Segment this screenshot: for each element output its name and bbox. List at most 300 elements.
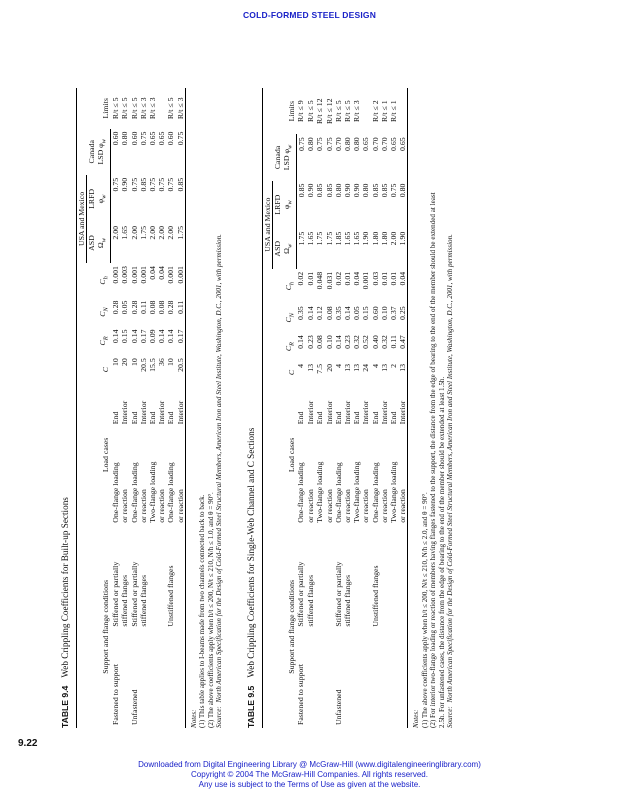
load-case: One-flange loading xyxy=(129,462,139,523)
col-cn: $C_N$ xyxy=(77,298,111,327)
load-position: End xyxy=(315,411,325,425)
support-condition xyxy=(166,630,175,728)
table-row xyxy=(130,88,139,728)
canada-lsd-phi: 0.75 xyxy=(324,137,334,151)
cr-value: 0.14 xyxy=(157,329,167,344)
c-value: 13 xyxy=(352,363,362,372)
support-condition: Fastened to support xyxy=(110,663,120,725)
flange-condition xyxy=(176,526,186,630)
canada-lsd-phi: 0.70 xyxy=(370,137,380,151)
col-phi: $\varphi_w$ xyxy=(96,175,110,223)
cr-value: 0.09 xyxy=(147,329,157,344)
load-position: End xyxy=(352,411,362,425)
asd-omega: 1.75 xyxy=(315,231,325,246)
col-canada: Canada xyxy=(262,134,282,180)
cn-value: 0.60 xyxy=(370,306,380,320)
load-position: End xyxy=(388,411,398,425)
limits xyxy=(398,88,408,134)
lrfd-phi: 0.75 xyxy=(147,177,157,192)
lrfd-phi: 0.85 xyxy=(296,183,306,198)
c-value: 13 xyxy=(306,363,316,372)
ch-value: 0.02 xyxy=(296,271,306,286)
limits: R/t ≤ 12 xyxy=(315,98,325,124)
canada-lsd-phi: 0.80 xyxy=(306,137,316,151)
limits: R/t ≤ 1 xyxy=(388,100,398,122)
cn-value: 0.14 xyxy=(306,306,316,320)
canada-lsd-phi: 0.75 xyxy=(315,137,325,151)
col-limits: Limits xyxy=(262,88,296,134)
limits: R/t ≤ 5 xyxy=(306,100,316,122)
load-position: End xyxy=(110,411,120,425)
col-support: Support and flange conditions xyxy=(262,526,296,728)
table-row xyxy=(296,88,306,728)
canada-lsd-phi: 0.65 xyxy=(157,131,167,146)
table-row xyxy=(315,88,324,728)
col-asd: ASD xyxy=(87,235,97,251)
canada-lsd-phi: 0.60 xyxy=(129,131,139,146)
flange-condition: Unstiffened flanges xyxy=(370,565,380,627)
limits: R/t ≤ 1 xyxy=(379,100,389,122)
c-value: 20.5 xyxy=(176,355,186,384)
c-value: 36 xyxy=(157,358,167,367)
c-value: 20.5 xyxy=(138,358,148,372)
lrfd-phi: 0.90 xyxy=(306,183,316,198)
lrfd-phi: 0.75 xyxy=(388,183,398,198)
table-row xyxy=(352,88,361,728)
asd-omega: 2.00 xyxy=(147,225,157,240)
col-limits: Limits xyxy=(77,88,111,129)
load-case: Two-flange loading xyxy=(352,461,362,523)
cn-value: 0.05 xyxy=(120,300,130,315)
ch-value: 0.001 xyxy=(361,271,371,290)
cr-value: 0.17 xyxy=(138,329,148,344)
lrfd-phi: 0.90 xyxy=(120,177,130,192)
load-position: Interior xyxy=(157,400,167,425)
flange-condition xyxy=(380,526,389,630)
support-condition xyxy=(380,630,389,728)
ch-value: 0.01 xyxy=(306,271,316,286)
table-row xyxy=(176,88,186,728)
ch-value: 0.001 xyxy=(176,263,186,298)
cr-value: 0.11 xyxy=(388,335,398,349)
ch-value: 0.01 xyxy=(379,271,389,286)
col-phi: $\varphi_w$ xyxy=(282,181,296,229)
table-9-5 xyxy=(262,88,409,728)
page-number: 9.22 xyxy=(18,738,38,749)
ch-value: 0.031 xyxy=(324,271,334,290)
cr-value: 0.14 xyxy=(129,329,139,344)
table-row xyxy=(380,88,389,728)
support-condition xyxy=(343,630,352,728)
cn-value: 0.28 xyxy=(166,300,176,315)
lrfd-phi: 0.85 xyxy=(370,183,380,198)
cn-value: 0.12 xyxy=(315,306,325,320)
limits: R/t ≤ 5 xyxy=(333,100,343,122)
lrfd-phi: 0.75 xyxy=(157,177,167,192)
c-value: 2 xyxy=(388,363,398,368)
table-row xyxy=(120,88,129,728)
load-case: or reaction xyxy=(138,489,148,523)
limits: R/t ≤ 3 xyxy=(352,100,362,122)
download-footer xyxy=(0,760,619,790)
col-load-cases: Load cases xyxy=(262,384,296,526)
canada-lsd-phi: 0.70 xyxy=(333,137,343,151)
c-value: 4 xyxy=(370,363,380,368)
table-9-5-title: Web Crippling Coefficients for Single-Web Channel and C Sections xyxy=(245,427,256,678)
support-condition xyxy=(306,630,315,728)
load-position: Interior xyxy=(324,400,334,425)
asd-omega: 1.75 xyxy=(296,231,306,246)
load-case: or reaction xyxy=(176,427,186,526)
flange-condition xyxy=(148,526,157,630)
c-value: 20 xyxy=(120,358,130,367)
cr-value: 0.15 xyxy=(120,329,130,344)
load-position: End xyxy=(333,411,343,425)
canada-lsd-phi: 0.75 xyxy=(296,137,306,151)
canada-lsd-phi: 0.80 xyxy=(342,137,352,151)
load-position: Interior xyxy=(361,400,371,425)
asd-omega: 2.00 xyxy=(388,231,398,246)
table-row xyxy=(334,88,343,728)
canada-lsd-phi: 0.65 xyxy=(388,137,398,151)
c-value: 13 xyxy=(379,363,389,372)
flange-condition: Unstiffened flanges xyxy=(166,565,176,627)
load-position: Interior xyxy=(176,384,186,427)
flange-condition xyxy=(315,526,324,630)
limits: R/t ≤ 5 xyxy=(110,97,120,120)
load-position: End xyxy=(296,411,306,425)
col-c: C xyxy=(262,361,296,384)
load-case: Two-flange loading xyxy=(147,461,157,523)
canada-lsd-phi: 0.60 xyxy=(111,131,121,146)
load-position: End xyxy=(370,411,380,425)
canada-lsd-phi: 0.65 xyxy=(147,131,157,146)
load-position: Interior xyxy=(120,400,130,425)
load-case: One-flange loading xyxy=(333,462,343,523)
col-cn: $C_N$ xyxy=(262,303,296,332)
ch-value: 0.04 xyxy=(157,266,167,280)
load-position: End xyxy=(166,411,176,425)
table-row xyxy=(148,88,157,728)
support-condition: Fastened to support xyxy=(296,663,306,725)
ch-value: 0.01 xyxy=(388,271,398,286)
asd-omega: 1.65 xyxy=(352,231,362,246)
load-position: End xyxy=(129,411,139,425)
col-support: Support and flange conditions xyxy=(77,526,111,728)
canada-lsd-phi: 0.75 xyxy=(138,131,148,146)
col-lrfd: LRFD xyxy=(272,194,282,215)
table-9-5-notes: Notes: (1) The above coefficients apply when h/t ≤ 200, N/t ≤ 210, N/h ≤ 2.0, and θ = 90°. (2) For interior two-flange loading or reaction of members having flanges fastened to the support, the distance from the edge of bearing to the end of the member should be extended at least 2.5h. For unfastened cases, the distance from the edge of bearing to the end of the member should be extended at least 1.5h. Source: North American Specification for the Design of Cold-Formed Steel Structural Members, American Iron and Steel Institute, Washington, D.C., 2001, with permission. xyxy=(412,192,455,728)
ch-value: 0.04 xyxy=(147,266,157,280)
canada-lsd-phi: 0.65 xyxy=(398,134,408,180)
limits: R/t ≤ 3 xyxy=(138,97,148,120)
ch-value: 0.02 xyxy=(333,271,343,286)
ch-value: 0.003 xyxy=(120,266,130,284)
asd-omega: 1.65 xyxy=(120,225,130,240)
col-omega: $\Omega_w$ xyxy=(282,229,296,269)
flange-condition: Stiffened or partially xyxy=(110,561,120,627)
support-condition: Unfastened xyxy=(333,689,343,725)
cn-value: 0.35 xyxy=(333,306,343,320)
support-condition xyxy=(315,630,324,728)
table-9-4-caption xyxy=(60,38,70,728)
c-value: 4 xyxy=(296,363,306,368)
cr-value: 0.14 xyxy=(110,329,120,344)
canada-lsd-phi: 0.70 xyxy=(379,137,389,151)
col-lsd: LSD $\varphi_w$ xyxy=(96,129,110,175)
cn-value: 0.08 xyxy=(147,300,157,315)
cr-value: 0.10 xyxy=(324,335,334,349)
cr-value: 0.14 xyxy=(166,329,176,344)
asd-omega: 1.75 xyxy=(324,231,334,246)
lrfd-phi: 0.75 xyxy=(166,177,176,192)
c-value: 4 xyxy=(333,363,343,368)
lrfd-phi: 0.85 xyxy=(138,177,148,192)
table-row xyxy=(306,88,315,728)
canada-lsd-phi: 0.80 xyxy=(352,137,362,151)
lrfd-phi: 0.90 xyxy=(342,183,352,198)
cr-value: 0.32 xyxy=(379,335,389,349)
col-usa-mexico: USA and Mexico xyxy=(77,175,87,263)
limits: R/t ≤ 5 xyxy=(129,97,139,120)
table-row xyxy=(398,88,408,728)
flange-condition xyxy=(398,526,408,630)
table-row xyxy=(111,88,121,728)
load-position: Interior xyxy=(138,400,148,425)
limits xyxy=(157,88,166,129)
asd-omega: 1.80 xyxy=(370,231,380,246)
load-case: or reaction xyxy=(324,489,334,523)
c-value: 15.5 xyxy=(147,358,157,372)
limits xyxy=(361,88,370,134)
ch-value: 0.01 xyxy=(342,271,352,286)
table-9-4 xyxy=(76,88,186,728)
cr-value: 0.32 xyxy=(352,335,362,349)
limits: R/t ≤ 9 xyxy=(296,100,306,122)
limits: R/t ≤ 2 xyxy=(370,100,380,122)
canada-lsd-phi: 0.75 xyxy=(176,129,186,175)
table-row xyxy=(139,88,148,728)
col-usa-mexico: USA and Mexico xyxy=(262,181,272,269)
c-value: 20 xyxy=(324,363,334,372)
c-value: 10 xyxy=(110,358,120,367)
cn-value: 0.08 xyxy=(157,300,167,315)
cr-value: 0.08 xyxy=(315,335,325,349)
c-value: 10 xyxy=(129,358,139,367)
col-lrfd: LRFD xyxy=(87,188,97,209)
load-case: or reaction xyxy=(157,489,167,523)
cn-value: 0.05 xyxy=(352,306,362,320)
load-case: Two-flange loading xyxy=(315,461,325,523)
support-condition xyxy=(148,630,157,728)
load-case: One-flange loading xyxy=(166,462,176,523)
c-value: 24 xyxy=(361,363,371,372)
cn-value: 0.28 xyxy=(110,300,120,315)
running-header: COLD-FORMED STEEL DESIGN xyxy=(242,10,377,20)
ch-value: 0.03 xyxy=(370,271,380,286)
support-condition xyxy=(157,630,166,728)
load-case: One-flange loading xyxy=(296,462,306,523)
cn-value: 0.08 xyxy=(324,306,334,320)
asd-omega: 1.75 xyxy=(138,225,148,240)
table-row xyxy=(325,88,334,728)
support-condition xyxy=(139,630,148,728)
table-row xyxy=(361,88,370,728)
lrfd-phi: 0.90 xyxy=(352,183,362,198)
cr-value: 0.40 xyxy=(370,335,380,349)
lrfd-phi: 0.80 xyxy=(333,183,343,198)
asd-omega: 2.00 xyxy=(157,225,167,240)
limits: R/t ≤ 5 xyxy=(120,97,130,120)
limits: R/t ≤ 12 xyxy=(324,98,334,124)
limits: R/t ≤ 3 xyxy=(147,97,157,120)
support-condition xyxy=(352,630,361,728)
flange-condition: stiffened flanges xyxy=(306,574,316,627)
cn-value: 0.11 xyxy=(176,298,186,327)
asd-omega: 1.80 xyxy=(379,231,389,246)
asd-omega: 1.90 xyxy=(361,231,371,246)
support-condition xyxy=(176,630,186,728)
c-value: 10 xyxy=(166,358,176,367)
support-condition xyxy=(361,630,370,728)
c-value: 7.5 xyxy=(315,363,325,374)
footer-line[interactable]: Downloaded from Digital Engineering Library @ McGraw-Hill (www.digitalengineeringlibrary.com) xyxy=(138,760,481,769)
support-condition xyxy=(325,630,334,728)
lrfd-phi: 0.85 xyxy=(379,183,389,198)
asd-omega: 1.85 xyxy=(333,231,343,246)
flange-condition xyxy=(361,526,370,630)
cn-value: 0.25 xyxy=(398,303,408,332)
col-load-cases: Load cases xyxy=(77,384,111,526)
flange-condition xyxy=(389,526,398,630)
col-cr: $C_R$ xyxy=(77,326,111,355)
flange-condition: stiffened flanges xyxy=(138,574,148,627)
cr-value: 0.52 xyxy=(361,335,371,349)
support-condition xyxy=(389,630,398,728)
col-ch: $C_h$ xyxy=(262,269,296,304)
load-position: Interior xyxy=(379,400,389,425)
support-condition xyxy=(371,630,380,728)
cn-value: 0.11 xyxy=(138,300,148,314)
col-c: C xyxy=(77,355,111,384)
limits: R/t ≤ 5 xyxy=(342,100,352,122)
asd-omega: 2.00 xyxy=(129,225,139,240)
ch-value: 0.04 xyxy=(352,271,362,286)
flange-condition xyxy=(325,526,334,630)
lrfd-phi: 0.80 xyxy=(398,181,408,229)
asd-omega: 1.65 xyxy=(306,231,316,246)
cr-value: 0.23 xyxy=(306,335,316,349)
load-case: or reaction xyxy=(342,489,352,523)
asd-omega: 1.65 xyxy=(342,231,352,246)
flange-condition: Stiffened or partially xyxy=(296,561,306,627)
support-condition: Unfastened xyxy=(129,689,139,725)
rotated-page-content xyxy=(60,38,590,728)
canada-lsd-phi: 0.60 xyxy=(166,131,176,146)
lrfd-phi: 0.75 xyxy=(111,177,121,192)
table-row xyxy=(343,88,352,728)
cn-value: 0.10 xyxy=(379,306,389,320)
flange-condition xyxy=(352,526,361,630)
asd-omega: 1.75 xyxy=(176,223,186,263)
ch-value: 0.001 xyxy=(166,266,176,284)
c-value: 13 xyxy=(398,361,408,384)
load-case: or reaction xyxy=(379,489,389,523)
load-case: or reaction xyxy=(398,427,408,526)
load-case: or reaction xyxy=(120,489,130,523)
flange-condition: Stiffened or partially xyxy=(333,561,343,627)
lrfd-phi: 0.85 xyxy=(176,175,186,223)
table-9-4-label: TABLE 9.4 xyxy=(60,685,70,728)
table-9-4-title: Web Crippling Coefficients for Built-up Sections xyxy=(60,497,70,678)
limits: R/t ≤ 3 xyxy=(176,88,186,129)
lrfd-phi: 0.75 xyxy=(129,177,139,192)
cn-value: 0.14 xyxy=(342,306,352,320)
cr-value: 0.17 xyxy=(176,326,186,355)
flange-condition: stiffened flanges xyxy=(342,574,352,627)
col-cr: $C_R$ xyxy=(262,332,296,361)
asd-omega: 2.00 xyxy=(166,225,176,240)
load-position: Interior xyxy=(306,400,316,425)
ch-value: 0.04 xyxy=(398,269,408,304)
cr-value: 0.14 xyxy=(333,335,343,349)
footer-line: Copyright © 2004 The McGraw-Hill Companies. All rights reserved. xyxy=(191,770,428,779)
col-lsd: LSD $\varphi_w$ xyxy=(282,134,296,180)
flange-condition: Stiffened or partially xyxy=(129,561,139,627)
lrfd-phi: 0.85 xyxy=(315,183,325,198)
load-case: One-flange loading xyxy=(110,462,120,523)
load-case: One-flange loading xyxy=(370,462,380,523)
cn-value: 0.28 xyxy=(129,300,139,315)
flange-condition xyxy=(157,526,166,630)
support-condition xyxy=(398,630,408,728)
table-row xyxy=(371,88,380,728)
col-omega: $\Omega_w$ xyxy=(96,223,110,263)
ch-value: 0.001 xyxy=(110,266,120,284)
col-ch: $C_h$ xyxy=(77,263,111,298)
ch-value: 0.048 xyxy=(315,271,325,290)
load-case: Two-flange loading xyxy=(388,461,398,523)
ch-value: 0.001 xyxy=(138,266,148,284)
table-row xyxy=(389,88,398,728)
canada-lsd-phi: 0.65 xyxy=(361,137,371,151)
cr-value: 0.14 xyxy=(296,335,306,349)
load-position: End xyxy=(147,411,157,425)
asd-omega: 1.90 xyxy=(398,229,408,269)
limits: R/t ≤ 5 xyxy=(166,97,176,120)
ch-value: 0.001 xyxy=(129,266,139,284)
load-position: Interior xyxy=(342,400,352,425)
load-case: or reaction xyxy=(361,489,371,523)
table-9-5-caption xyxy=(246,38,256,728)
table-row xyxy=(157,88,166,728)
cn-value: 0.35 xyxy=(296,306,306,320)
load-case: or reaction xyxy=(306,489,316,523)
table-row xyxy=(166,88,175,728)
col-asd: ASD xyxy=(272,240,282,257)
table-9-4-notes: Notes: (1) This table applies to I-beams made from two channels connected back to back. (2) The above coefficients apply when h/t ≤ 200, N/t ≤ 210, N/h ≤ 1.0, and θ = 90°. Source: North American Specification for the Design of Cold-Formed Steel Structural Members, American Iron and Steel Institute, Washington, D.C., 2001, with permission. xyxy=(189,234,224,728)
canada-lsd-phi: 0.80 xyxy=(120,131,130,146)
cr-value: 0.47 xyxy=(398,332,408,361)
cr-value: 0.23 xyxy=(342,335,352,349)
lrfd-phi: 0.80 xyxy=(361,183,371,198)
support-condition xyxy=(120,630,129,728)
table-9-5-label: TABLE 9.5 xyxy=(245,685,256,728)
cn-value: 0.15 xyxy=(361,306,371,320)
lrfd-phi: 0.85 xyxy=(324,183,334,198)
flange-condition: stiffened flanges xyxy=(120,574,130,627)
load-position: Interior xyxy=(398,384,408,427)
